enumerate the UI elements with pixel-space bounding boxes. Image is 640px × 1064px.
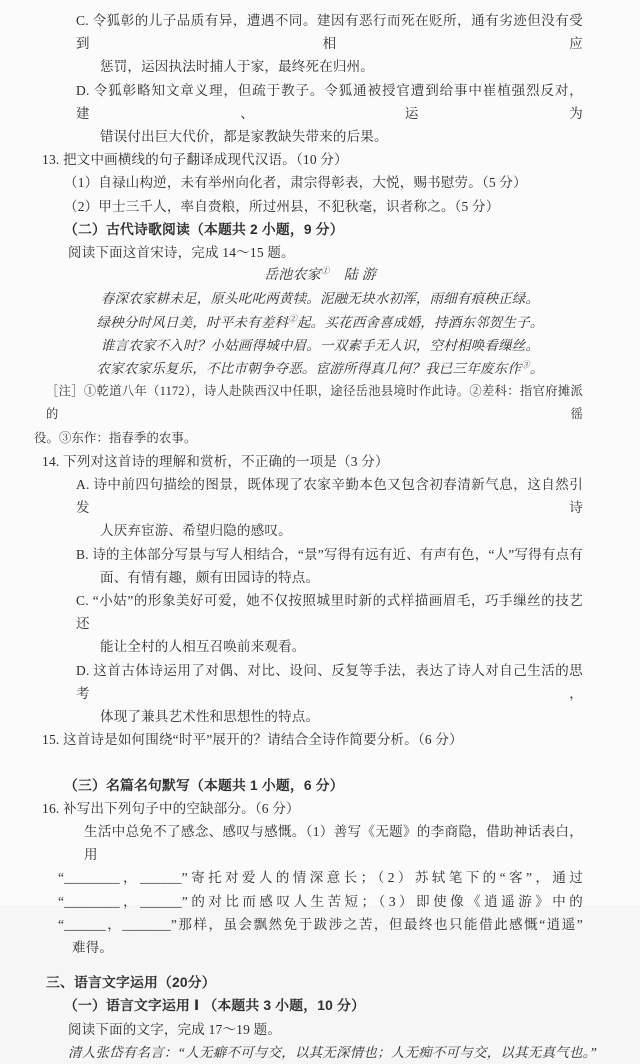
section-heading-poetry: （二）古代诗歌阅读（本题共 2 小题，9 分） xyxy=(64,221,344,237)
question-14-option-d: D. 这首古体诗运用了对偶、对比、设问、反复等手法，表达了诗人对自己生活的思考， xyxy=(76,662,583,701)
reading-instruction-language: 阅读下面的文字，完成 17～19 题。 xyxy=(68,1021,282,1037)
text-segment: 岳池农家 xyxy=(264,268,321,284)
poem-title xyxy=(0,264,640,287)
subsection-heading-language-use-1: （一）语言文字运用 Ⅰ （本题共 3 小题，10 分） xyxy=(64,998,366,1014)
poem-line: 春深农家耕未足，原头叱叱两黄犊。泥融无块水初浑，雨细有痕秧正绿。 xyxy=(100,291,540,307)
question-14-option-d-cont: 体现了兼具艺术性和思想性的特点。 xyxy=(100,709,320,725)
option-c-continuation: 惩罚，运因执法时捕人于家，最终死在归州。 xyxy=(100,59,374,75)
question-16-text-line-5: 难得。 xyxy=(72,939,114,955)
question-16-text-line-3: “________，______”的对比而感叹人生苦短；（3）即使像《逍遥游》中的 xyxy=(58,893,583,909)
question-13: 13. 把文中画横线的句子翻译成现代汉语。（10 分） xyxy=(42,152,348,168)
question-15: 15. 这首诗是如何围绕“时平”展开的？请结合全诗作简要分析。（6 分） xyxy=(42,732,463,748)
question-13-sub-2: （2）甲士三千人，率自赍粮，所过州县，不犯秋毫，识者称之。（5 分） xyxy=(64,198,500,214)
poem-line xyxy=(0,357,640,380)
poem-line: 谁言农家不入时？小姑画得城中眉。一双素手无人识，空村相唤看缫丝。 xyxy=(100,337,540,353)
section-heading-language-use: 三、语言文字运用（20分） xyxy=(46,975,216,991)
question-13-sub-1: （1）自禄山构逆，未有举州向化者，肃宗得彰表，大悦，赐书慰劳。（5 分） xyxy=(64,175,527,191)
question-16-text-line-1: 生活中总免不了感念、感叹与感慨。（1）善写《无题》的李商隐，借助神话表白，用 xyxy=(84,823,583,863)
section-heading-dictation: （三）名篇名句默写（本题共 1 小题，6 分） xyxy=(64,777,344,793)
quote-zhang-dai: 清人张岱有名言：“人无癖不可与交，以其无深情也；人无痴不可与交，以其无真气也。” xyxy=(68,1044,598,1060)
option-d-line: D. 令狐彰略知文章义理，但疏于教子。令狐通被授官遭到给事中崔植强烈反对，建、运为 xyxy=(76,82,583,121)
question-16-text-line-4: “______，_______”那样，虽会飘然免于跋涉之苦，但最终也只能借此感慨“逍遥” xyxy=(58,916,583,932)
question-14-option-a: A. 诗中前四句描绘的图景，既体现了农家辛勤本色又包含初春清新气息，这自然引发诗 xyxy=(76,477,583,516)
document-lines xyxy=(0,9,640,1064)
question-14-option-b-cont: 面、有情有趣，颇有田园诗的特点。 xyxy=(100,569,320,585)
option-d-continuation: 错误付出巨大代价，都是家教缺失带来的后果。 xyxy=(100,129,388,145)
question-14: 14. 下列对这首诗的理解和赏析，不正确的一项是（3 分） xyxy=(42,453,389,469)
footnote-marker: ② xyxy=(288,313,297,324)
question-14-option-c: C. “小姑”的形象美好可爱，她不仅按照城里时新的式样描画眉毛，巧手缫丝的技艺还 xyxy=(76,593,583,632)
question-14-option-c-cont: 能让全村的人相互召唤前来观看。 xyxy=(100,639,306,655)
reading-instruction-poetry: 阅读下面这首宋诗，完成 14～15 题。 xyxy=(68,245,295,261)
text-segment: 绿秧分时风日美，时平未有差科 xyxy=(96,314,289,330)
question-14-option-b: B. 诗的主体部分写景与写人相结合，“景”写得有远有近、有声有色，“人”写得有点有 xyxy=(76,546,583,562)
poem-line xyxy=(0,311,640,334)
text-segment: 农家农家乐复乐，不比市朝争夺恶。宦游所得真几何？我已三年废东作 xyxy=(96,361,522,377)
text-segment: 。 xyxy=(529,361,544,377)
poem-note-continuation: 役。③东作：指春季的农事。 xyxy=(34,430,197,445)
footnote-marker: ① xyxy=(320,265,330,276)
option-c-line: C. 令狐彰的儿子品质有异，遭遇不同。建因有恶行而死在贬所，通有劣迹但没有受到相应 xyxy=(76,13,583,52)
question-16-text-line-2: “________，______”寄托对爱人的情深意长；（2）苏轼笔下的“客”，通过 xyxy=(58,870,583,886)
question-16: 16. 补写出下列句子中的空缺部分。（6 分） xyxy=(42,800,300,816)
poem-note: ［注］①乾道八年（1172），诗人赴陕西汉中任职，途径岳池县境时作此诗。②差科：指官府摊派的徭 xyxy=(46,384,583,422)
text-segment: 陆 游 xyxy=(329,268,376,284)
text-segment: 起。买花西舍喜成婚，持酒东邻贺生子。 xyxy=(296,314,544,330)
footnote-marker: ③ xyxy=(521,359,530,370)
question-14-option-a-cont: 人厌弃宦游、希望归隐的感叹。 xyxy=(100,523,292,539)
